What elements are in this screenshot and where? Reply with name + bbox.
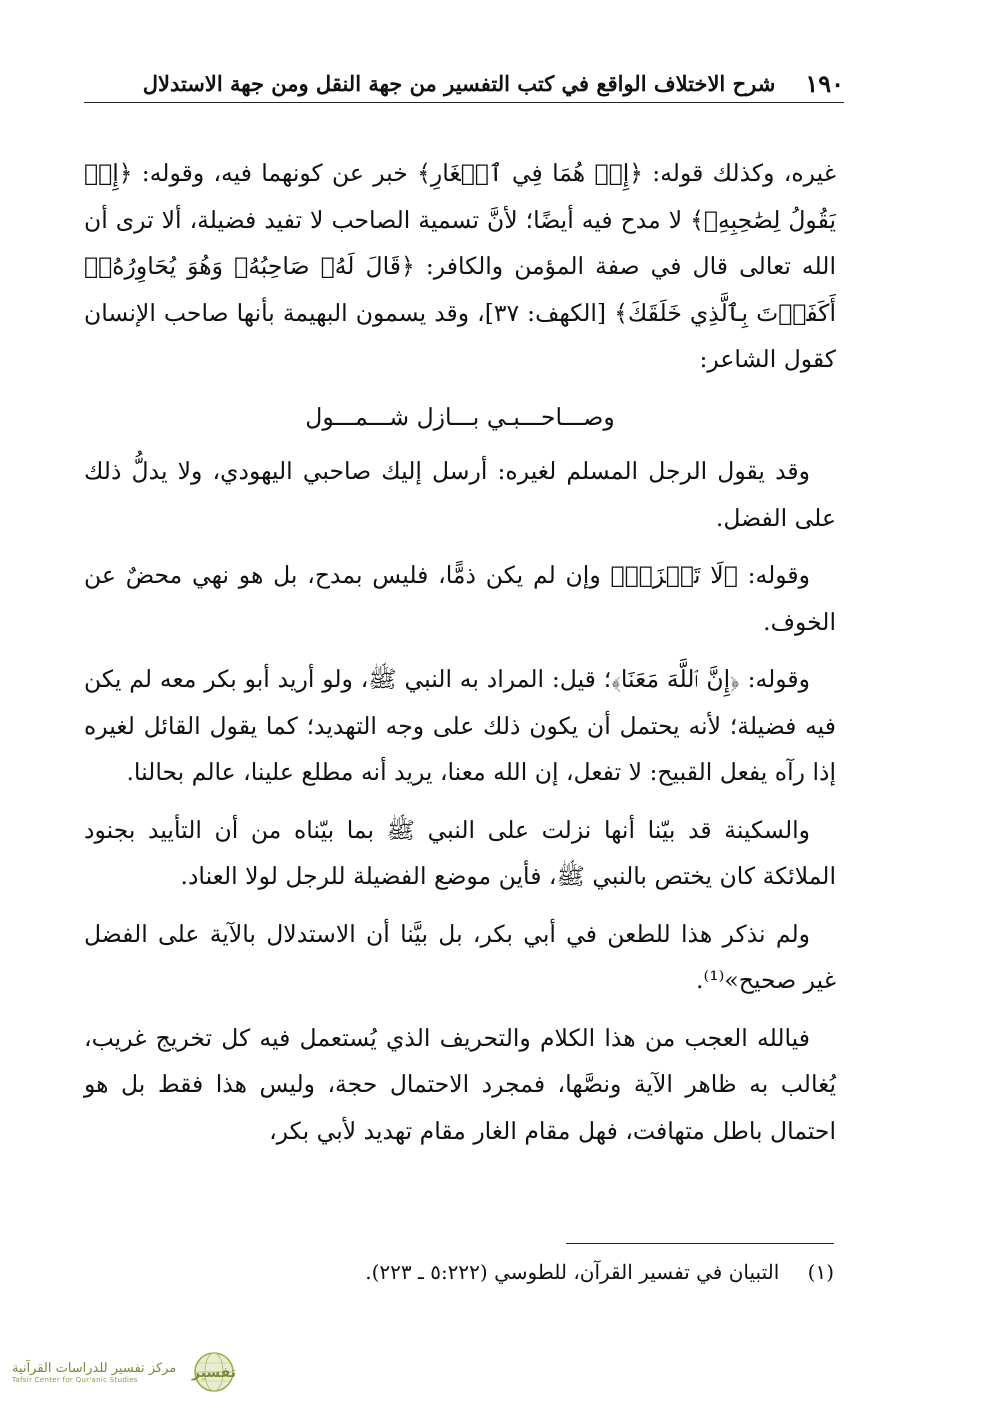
paragraph: وقوله: ﴿إِنَّ ٱللَّهَ مَعَنَا﴾؛ قيل: المراد به النبي ﷺ، ولو أريد أبو بكر معه لم يكن فيه فضيلة؛ لأنه يحتمل أن يكون ذلك على وجه التهديد؛ كما يقول القائل لغيره إذا رآه يفعل القبيح: لا تفعل، إن الله معنا، يريد أنه مطلع علينا، عالم بحالنا.: [84, 665, 836, 786]
running-title: شرح الاختلاف الواقع في كتب التفسير من جهة النقل ومن جهة الاستدلال: [142, 70, 776, 96]
footnote: [330, 1258, 834, 1286]
paragraph: فيالله العجب من هذا الكلام والتحريف الذي يُستعمل فيه كل تخريج غريب، يُغالب به ظاهر الآية ونصَّها، فمجرد الاحتمال حجة، وليس هذا فقط بل هو احتمال باطل متهافت، فهل مقام الغار مقام تهديد لأبي بكر،: [84, 1023, 836, 1145]
logo-mark-text: تفسير: [192, 1365, 237, 1381]
footnote-separator: [566, 1243, 834, 1244]
paragraph: غيره، وكذلك قوله: ﴿إِذۡ هُمَا فِي ٱلۡغَارِ﴾ خبر عن كونهما فيه، وقوله: ﴿إِذۡ يَقُولُ لِصَٰحِبِهِۦ﴾ لا مدح فيه أيضًا؛ لأنَّ تسمية الصاحب لا تفيد فضيلة، ألا ترى أن الله تعالى قال في صفة المؤمن والكافر: ﴿قَالَ لَهُۥ صَاحِبُهُۥ وَهُوَ يُحَاوِرُهُۥٓ أَكَفَرۡتَ بِٱلَّذِي خَلَقَكَ﴾ [الكهف: ٣٧]، وقد يسمون البهيمة بأنها صاحب الإنسان كقول الشاعر:: [84, 159, 836, 373]
logo-text: [12, 1361, 176, 1384]
running-header: [84, 64, 844, 103]
paragraph: وقد يقول الرجل المسلم لغيره: أرسل إليك صاحبي اليهودي، ولا يدلُّ ذلك على الفضل.: [84, 457, 836, 532]
footnote-number: (١): [807, 1260, 834, 1284]
footnote-text: التبيان في تفسير القرآن، للطوسي (٥:٢٢٢ ـ ٢٢٣).: [365, 1260, 780, 1284]
logo-english-name: Tafsir Center for Qur'anic Studies: [12, 1375, 138, 1384]
globe-logo-icon: [182, 1347, 246, 1397]
paragraph: وقوله: ﴿لَا تَحۡزَنۡ﴾ وإن لم يكن ذمًّا، فليس بمدح، بل هو نهي محضٌ عن الخوف.: [84, 561, 836, 636]
poetry-verse: وصـــاحـــبـي بـــازل شـــمـــول: [305, 402, 615, 431]
paragraph: والسكينة قد بيّنا أنها نزلت على النبي ﷺ بما بيّناه من أن التأييد بجنود الملائكة كان يختص بالنبي ﷺ، فأين موضع الفضيلة للرجل لولا العناد.: [84, 815, 836, 890]
publisher-logo: [12, 1346, 260, 1398]
logo-arabic-name: مركز تفسير للدراسات القرآنية: [12, 1360, 177, 1376]
page-number: ١٩٠: [805, 68, 844, 98]
paragraph: ولم نذكر هذا للطعن في أبي بكر، بل بيَّنا أن الاستدلال بالآية على الفضل غير صحيح»⁽¹⁾.: [84, 919, 836, 994]
body-text: [84, 150, 836, 1154]
